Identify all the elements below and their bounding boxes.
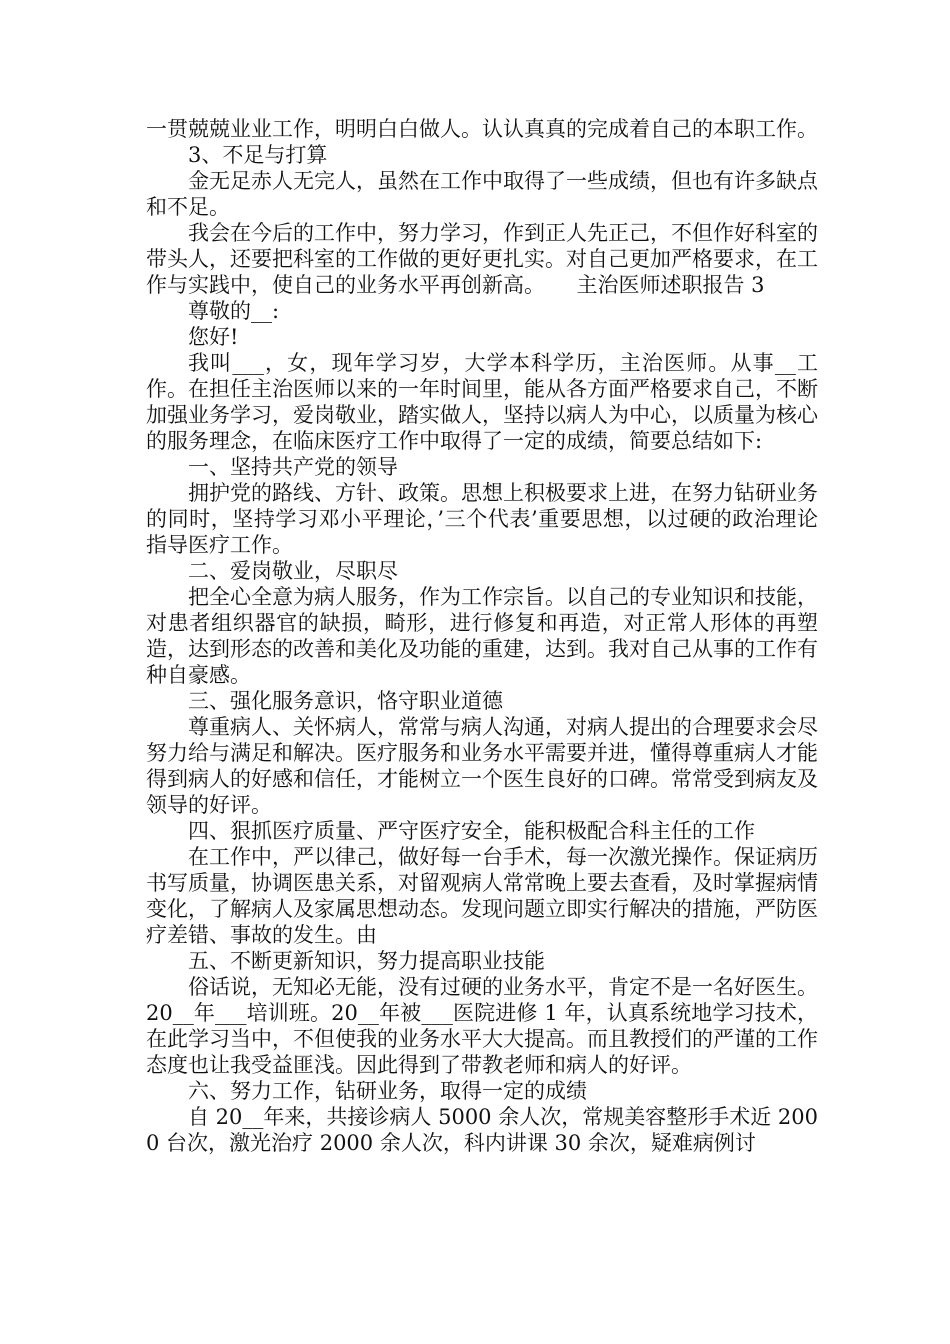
paragraph: 把全心全意为病人服务，作为工作宗旨。以自己的专业知识和技能，对患者组织器官的缺损，畸形，进行修复和再造，对正常人形体的再塑造，达到形态的改善和美化及功能的重建，达到。我对自己从事的工作有种自豪感。 [146,585,818,687]
section-heading: 一、坚持共产党的领导 [188,455,398,479]
paragraph: 在工作中，严以律己，做好每一台手术，每一次激光操作。保证病历书写质量，协调医患关系，对留观病人常常晚上要去查看，及时掌握病情变化，了解病人及家属思想动态。发现问题立即实行解决的措施，严防医疗差错、事故的发生。由 [146,845,818,947]
section-heading: 三、强化服务意识，恪守职业道德 [188,689,503,713]
paragraph: 我叫___，女，现年学习岁，大学本科学历，主治医师。从事__工作。在担任主治医师以来的一年时间里，能从各方面严格要求自己，不断加强业务学习，爱岗敬业，踏实做人，坚持以病人为中心，以质量为核心的服务理念，在临床医疗工作中取得了一定的成绩，简要总结如下: [146,351,818,453]
paragraph: 自 20__年来，共接诊病人 5000 余人次，常规美容整形手术近 2000 台次，激光治疗 2000 余人次，科内讲课 30 余次，疑难病例讨 [146,1105,818,1155]
paragraph: 尊重病人、关怀病人，常常与病人沟通，对病人提出的合理要求会尽努力给与满足和解决。医疗服务和业务水平需要并进，懂得尊重病人才能得到病人的好感和信任，才能树立一个医生良好的口碑。常常受到病友及领导的好评。 [146,715,818,817]
section-heading: 3、不足与打算 [188,143,328,167]
section-heading: 五、不断更新知识，努力提高职业技能 [188,949,545,973]
section-heading: 四、狠抓医疗质量、严守医疗安全，能积极配合科主任的工作 [188,819,755,843]
paragraph: 金无足赤人无完人，虽然在工作中取得了一些成绩，但也有许多缺点和不足。 [146,169,818,219]
document-body [146,116,818,1156]
section-heading: 二、爱岗敬业，尽职尽 [188,559,398,583]
salutation: 尊敬的__: [188,299,280,323]
paragraph: 俗话说，无知必无能，没有过硬的业务水平，肯定不是一名好医生。20__年___培训班。20__年被___医院进修 1 年，认真系统地学习技术，在此学习当中，不但使我的业务水平大大提高。而且教授们的严谨的工作态度也让我受益匪浅。因此得到了带教老师和病人的好评。 [146,975,818,1077]
section-heading: 六、努力工作，钻研业务，取得一定的成绩 [188,1079,587,1103]
paragraph: 我会在今后的工作中，努力学习，作到正人先正己，不但作好科室的带头人，还要把科室的工作做的更好更扎实。对自己更加严格要求，在工作与实践中，使自己的业务水平再创新高。 主治医师述职报告 3 [146,221,818,297]
paragraph: 拥护党的路线、方针、政策。思想上积极要求上进，在努力钻研业务的同时，坚持学习邓小平理论，’三个代表’重要思想，以过硬的政治理论指导医疗工作。 [146,481,818,557]
greeting: 您好! [188,325,239,349]
paragraph: 一贯兢兢业业工作，明明白白做人。认认真真的完成着自己的本职工作。 [146,117,818,141]
